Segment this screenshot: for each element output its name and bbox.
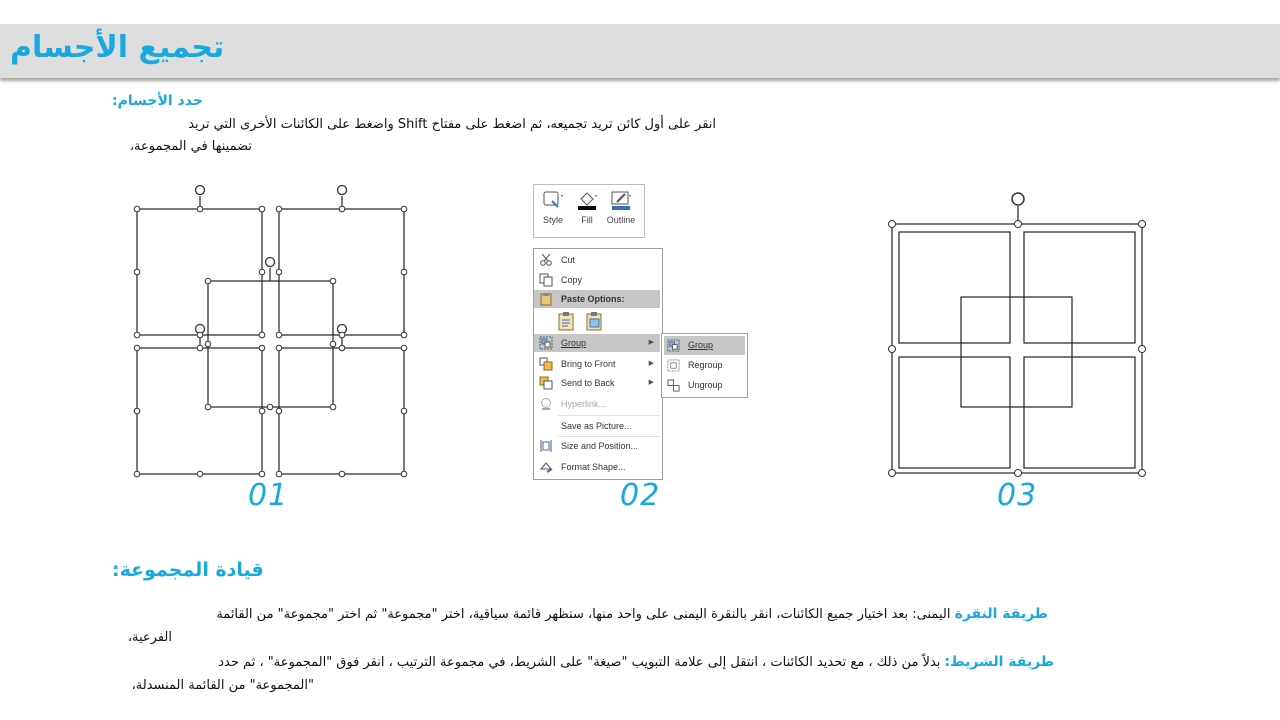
submenu-regroup-label: Regroup [688, 360, 723, 370]
menu-item-bring-to-front[interactable] [534, 355, 660, 373]
click-method-paragraph [112, 603, 1048, 626]
figure-number-01: 01 [248, 478, 289, 513]
menu-item-hyperlink[interactable] [534, 395, 660, 413]
square-bottom-right [279, 348, 404, 474]
submenu-item-regroup[interactable] [664, 356, 745, 375]
shape-outline-button[interactable] [606, 189, 636, 225]
ribbon-method-label: طريقة الشريط: [944, 654, 1054, 670]
click-method-text: اليمنى: بعد اختيار جميع الكائنات، انقر بالنقرة اليمنى على واحد منها، ستظهر قائمة سياقية، اختر "مجموعة" ثم اختر "مجموعة" من القائمة [216, 607, 955, 622]
square-top-right [279, 209, 404, 335]
hyperlink-label: Hyperlink... [561, 399, 607, 409]
figure-01-selection [125, 175, 425, 485]
menu-item-cut[interactable] [534, 251, 660, 269]
bring-to-front-label: Bring to Front [561, 359, 616, 369]
submenu-item-ungroup[interactable] [664, 376, 745, 395]
grouped-square-top-right [1024, 232, 1135, 343]
paste-options-header [534, 290, 660, 308]
group-icon [539, 336, 553, 350]
scissors-icon [539, 253, 553, 267]
menu-item-size-and-position[interactable] [534, 437, 660, 455]
click-method-line-2: الفرعية، [127, 630, 172, 645]
rotate-handle-icon[interactable] [196, 186, 347, 334]
rotate-handle-icon[interactable] [1012, 193, 1024, 205]
shape-fill-button[interactable] [572, 189, 602, 225]
ungroup-icon [667, 379, 680, 392]
context-menu [533, 248, 663, 480]
save-as-picture-label: Save as Picture... [561, 421, 632, 431]
submenu-item-group[interactable] [664, 336, 745, 355]
figure-number-02: 02 [620, 478, 661, 513]
ribbon-method-paragraph [112, 651, 1054, 674]
paste-keep-source-icon [556, 311, 576, 331]
menu-divider [558, 415, 660, 416]
submenu-arrow-icon: ▶ [648, 379, 654, 386]
copy-icon [539, 273, 553, 287]
select-line-1: انقر على أول كائن تريد تجميعه، ثم اضغط على مفتاح Shift واضغط على الكائنات الأخرى التي تريد [188, 117, 716, 132]
ribbon-method-text: بدلاً من ذلك ، مع تحديد الكائنات ، انتقل إلى علامة التبويب "صيغة" على الشريط، في مجموعة الترتيب ، انقر فوق "المجموعة" ، ثم حدد [218, 655, 945, 670]
group-icon [667, 339, 680, 352]
menu-item-group[interactable] [534, 334, 660, 352]
menu-item-format-shape[interactable] [534, 458, 660, 476]
group-bounding-box [892, 224, 1142, 473]
clipboard-icon [539, 292, 553, 306]
menu-item-send-to-back[interactable] [534, 374, 660, 392]
grouped-square-bottom-right [1024, 357, 1135, 468]
square-bottom-left [137, 348, 262, 474]
figure-number-03: 03 [997, 478, 1038, 513]
format-shape-icon [539, 460, 553, 474]
regroup-icon [667, 359, 680, 372]
lead-heading: قيادة المجموعة: [112, 559, 264, 581]
paste-keep-source-button[interactable] [556, 311, 576, 331]
menu-item-copy[interactable] [534, 271, 660, 289]
grouped-square-top-left [899, 232, 1010, 343]
fill-label: Fill [581, 215, 593, 225]
paint-bucket-icon [575, 189, 599, 211]
submenu-ungroup-label: Ungroup [688, 380, 723, 390]
group-label: Group [561, 338, 587, 348]
figure-03-grouped [880, 185, 1155, 485]
paste-options-label: Paste Options: [561, 294, 625, 304]
size-position-icon [539, 439, 553, 453]
square-top-left [137, 209, 262, 335]
shape-style-button[interactable] [538, 189, 568, 225]
copy-label: Copy [561, 275, 583, 285]
grouped-square-center [961, 297, 1072, 407]
click-method-label: طريقة النقرة [954, 606, 1048, 622]
cut-label: Cut [561, 255, 576, 265]
group-submenu [661, 333, 748, 398]
submenu-group-label: Group [688, 340, 714, 350]
grouped-square-bottom-left [899, 357, 1010, 468]
ribbon-method-line-2: "المجموعة" من القائمة المنسدلة، [131, 678, 314, 693]
select-line-2: تضمينها في المجموعة، [129, 139, 252, 154]
hyperlink-icon [539, 397, 553, 411]
paste-picture-button[interactable] [584, 311, 604, 331]
send-to-back-icon [539, 376, 553, 390]
size-and-position-label: Size and Position... [561, 441, 639, 451]
submenu-arrow-icon: ▶ [648, 360, 654, 367]
select-heading: حدد الأجسام: [112, 93, 203, 109]
paste-picture-icon [584, 311, 604, 331]
submenu-arrow-icon: ▶ [648, 339, 654, 346]
format-shape-label: Format Shape... [561, 462, 626, 472]
ribbon-format-group [533, 184, 645, 238]
menu-item-save-as-picture[interactable] [534, 417, 660, 435]
bring-to-front-icon [539, 357, 553, 371]
pen-outline-icon [609, 189, 633, 211]
square-center [208, 281, 333, 407]
page-title: تجميع الأجسام [10, 30, 225, 65]
send-to-back-label: Send to Back [561, 378, 615, 388]
outline-label: Outline [606, 215, 636, 225]
shape-style-icon [541, 189, 565, 211]
style-label: Style [542, 215, 563, 225]
